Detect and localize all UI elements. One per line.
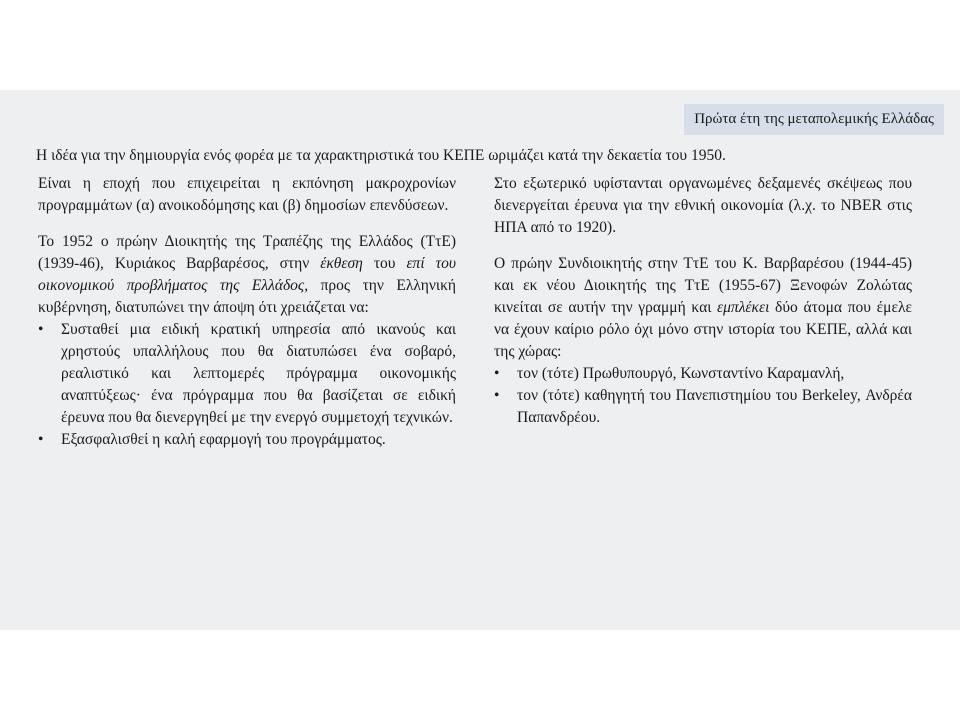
list-item-text: Συσταθεί μια ειδική κρατική υπηρεσία από ικανούς και χρηστούς υπαλλήλους που θα διατυπώσει ένα σοβαρό, ρεαλιστικό και λεπτομερές πρόγραμμα οικονομικής αναπτύξεως· ένα πρόγραμμα που θα βασίζεται σε ειδική έρευνα που θα διενεργηθεί με την ενεργό συμμετοχή τεχνικών. — [61, 321, 456, 426]
intro-sentence: Η ιδέα για την δημιουργία ενός φορέα με τα χαρακτηριστικά του ΚΕΠΕ ωριμάζει κατά την δεκαετία του 1950. — [36, 147, 726, 164]
bullet-icon: • — [38, 431, 44, 448]
list-item-text: τον (τότε) καθηγητή του Πανεπιστημίου του Berkeley, Ανδρέα Παπανδρέου. — [517, 387, 912, 426]
list-item — [494, 385, 912, 429]
bullet-icon: • — [494, 365, 500, 382]
list-item — [494, 363, 912, 385]
right-p2-italic: εμπλέκει — [717, 299, 770, 316]
list-item — [38, 429, 456, 451]
left-p2-text-b: του — [362, 255, 407, 272]
left-p2-text-c: προς την Ελληνική κυβέρνηση, διατυπώνει την άποψη ότι χρειάζεται να: — [38, 277, 456, 316]
bullet-icon: • — [38, 321, 44, 338]
section-tag: Πρώτα έτη της μεταπολεμικής Ελλάδας — [684, 104, 944, 135]
list-item-text: τον (τότε) Πρωθυπουργό, Κωνσταντίνο Καραμανλή, — [517, 365, 845, 382]
left-column — [38, 173, 456, 451]
right-p2-text-a: Ο πρώην Συνδιοικητής στην ΤτΕ του Κ. Βαρβαρέσου (1944-45) και εκ νέου Διοικητής της ΤτΕ (1955-67) Ξενοφών Ζολώτας κινείται σε αυτήν την γραμμή και — [494, 255, 912, 316]
right-column — [494, 173, 912, 429]
left-paragraph-1: Είναι η εποχή που επιχειρείται η εκπόνηση μακροχρονίων προγραμμάτων (α) ανοικοδόμησης και (β) δημοσίων επενδύσεων. — [38, 175, 456, 214]
right-paragraph-1: Στο εξωτερικό υφίστανται οργανωμένες δεξαμενές σκέψεως που διενεργείται έρευνα για την εθνική οικονομία (λ.χ. το NBER στις ΗΠΑ από το 1920). — [494, 175, 912, 236]
list-item-text: Εξασφαλισθεί η καλή εφαρμογή του προγράμματος. — [61, 431, 386, 448]
left-p2-italic-title: επί του οικονομικού προβλήματος της Ελλάδος, — [38, 255, 457, 294]
left-p2-italic-report: έκθεση — [320, 255, 363, 272]
right-bullet-list — [494, 363, 912, 429]
right-p2-text-b: δύο άτομα που έμελε να έχουν καίριο ρόλο όχι μόνο στην ιστορία του ΚΕΠΕ, αλλά και της χώρας: — [494, 299, 912, 360]
right-paragraph-2 — [494, 253, 912, 363]
slide-panel — [0, 90, 960, 630]
left-paragraph-2 — [38, 231, 456, 319]
list-item — [38, 319, 456, 429]
left-bullet-list — [38, 319, 456, 451]
bullet-icon: • — [494, 387, 500, 404]
left-p2-text-a: Το 1952 ο πρώην Διοικητής της Τραπέζης της Ελλάδος (ΤτΕ) (1939-46), Κυριάκος Βαρβαρέσος, στην — [38, 233, 456, 272]
